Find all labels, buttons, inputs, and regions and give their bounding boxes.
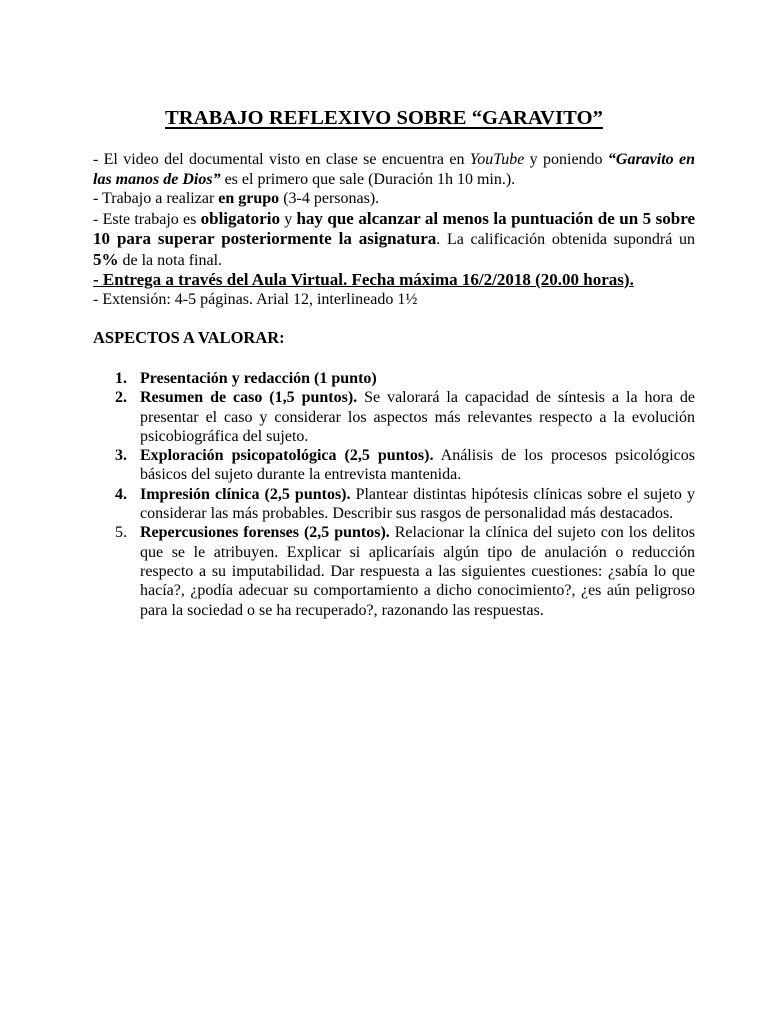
intro-group-line (93, 189, 695, 209)
percentage-bold: 5% (93, 249, 119, 269)
extension-line: - Extensión: 4-5 páginas. Arial 12, interlineado 1½ (93, 290, 418, 308)
item-number: 4. (115, 485, 127, 503)
item-text: Análisis de los procesos psicológicos básicos del sujeto durante la entrevista mantenida. (140, 447, 696, 484)
item-number: 5. (115, 524, 127, 542)
mandatory-text-3: . La calificación obtenida supondrá un (436, 231, 695, 248)
mandatory-text-2: y (279, 210, 297, 228)
list-item (115, 369, 695, 388)
aspects-heading: ASPECTOS A VALORAR: (93, 328, 285, 347)
item-text: Se valorará la capacidad de síntesis a la hora de presentar el caso y considerar los aspectos más relevantes respecto a la evolución psicobiográfica del sujeto. (140, 389, 695, 445)
mandatory-text-4: de la nota final. (118, 251, 223, 269)
intro-video-text: - El video del documental visto en clase se encuentra en (93, 151, 470, 168)
item-text: Relacionar la clínica del sujeto con los delitos que se le atribuyen. Explicar si aplicaríais algún tipo de anulación o reducción respecto a su imputabilidad. Dar respuesta a las siguientes cuestiones: ¿sabía lo que hacía?, ¿podía adecuar su comportamiento a dicho conocimiento?, ¿es aún peligroso para la sociedad o se ha recuperado?, razonando las respuestas. (140, 524, 696, 619)
minimum-score-bold: hay que alcanzar al menos la puntuación de un 5 sobre 10 para superar posteriormente la asignatura (93, 208, 696, 248)
item-title: Presentación y redacción (1 punto) (140, 370, 377, 387)
intro-video-text-3: es el primero que sale (Duración 1h 10 min.). (220, 170, 516, 188)
search-term: “Garavito en las manos de Dios” (93, 151, 695, 188)
item-title: Resumen de caso (1,5 puntos). (140, 389, 358, 407)
intro-video-text-2: y poniendo (524, 151, 608, 168)
group-text-2: (3-4 personas). (279, 190, 380, 207)
list-item (115, 485, 696, 524)
intro-section (93, 150, 695, 309)
group-bold: en grupo (218, 190, 280, 207)
list-item (115, 523, 696, 619)
intro-video-line (93, 150, 695, 189)
item-number: 2. (115, 389, 127, 407)
item-title: Repercusiones forenses (2,5 puntos). (140, 524, 390, 542)
item-title: Impresión clínica (2,5 puntos). (140, 485, 351, 503)
list-item (115, 446, 696, 485)
mandatory-bold: obligatorio (200, 208, 280, 228)
item-number: 1. (115, 370, 127, 387)
aspects-list (93, 369, 695, 620)
youtube-text: YouTube (469, 151, 525, 168)
group-text: - Trabajo a realizar (93, 190, 219, 207)
delivery-line: - Entrega a través del Aula Virtual. Fecha máxima 16/2/2018 (20.00 horas). (93, 270, 634, 289)
item-text: Plantear distintas hipótesis clínicas sobre el sujeto y considerar las más probables. Describir sus rasgos de personalidad más destacados. (140, 485, 696, 523)
item-title: Exploración psicopatológica (2,5 puntos). (140, 447, 434, 465)
mandatory-text: - Este trabajo es (93, 210, 201, 228)
document-title: TRABAJO REFLEXIVO SOBRE “GARAVITO” (165, 107, 603, 129)
item-number: 3. (115, 447, 127, 465)
intro-mandatory-line (93, 209, 695, 271)
list-item (115, 388, 695, 446)
